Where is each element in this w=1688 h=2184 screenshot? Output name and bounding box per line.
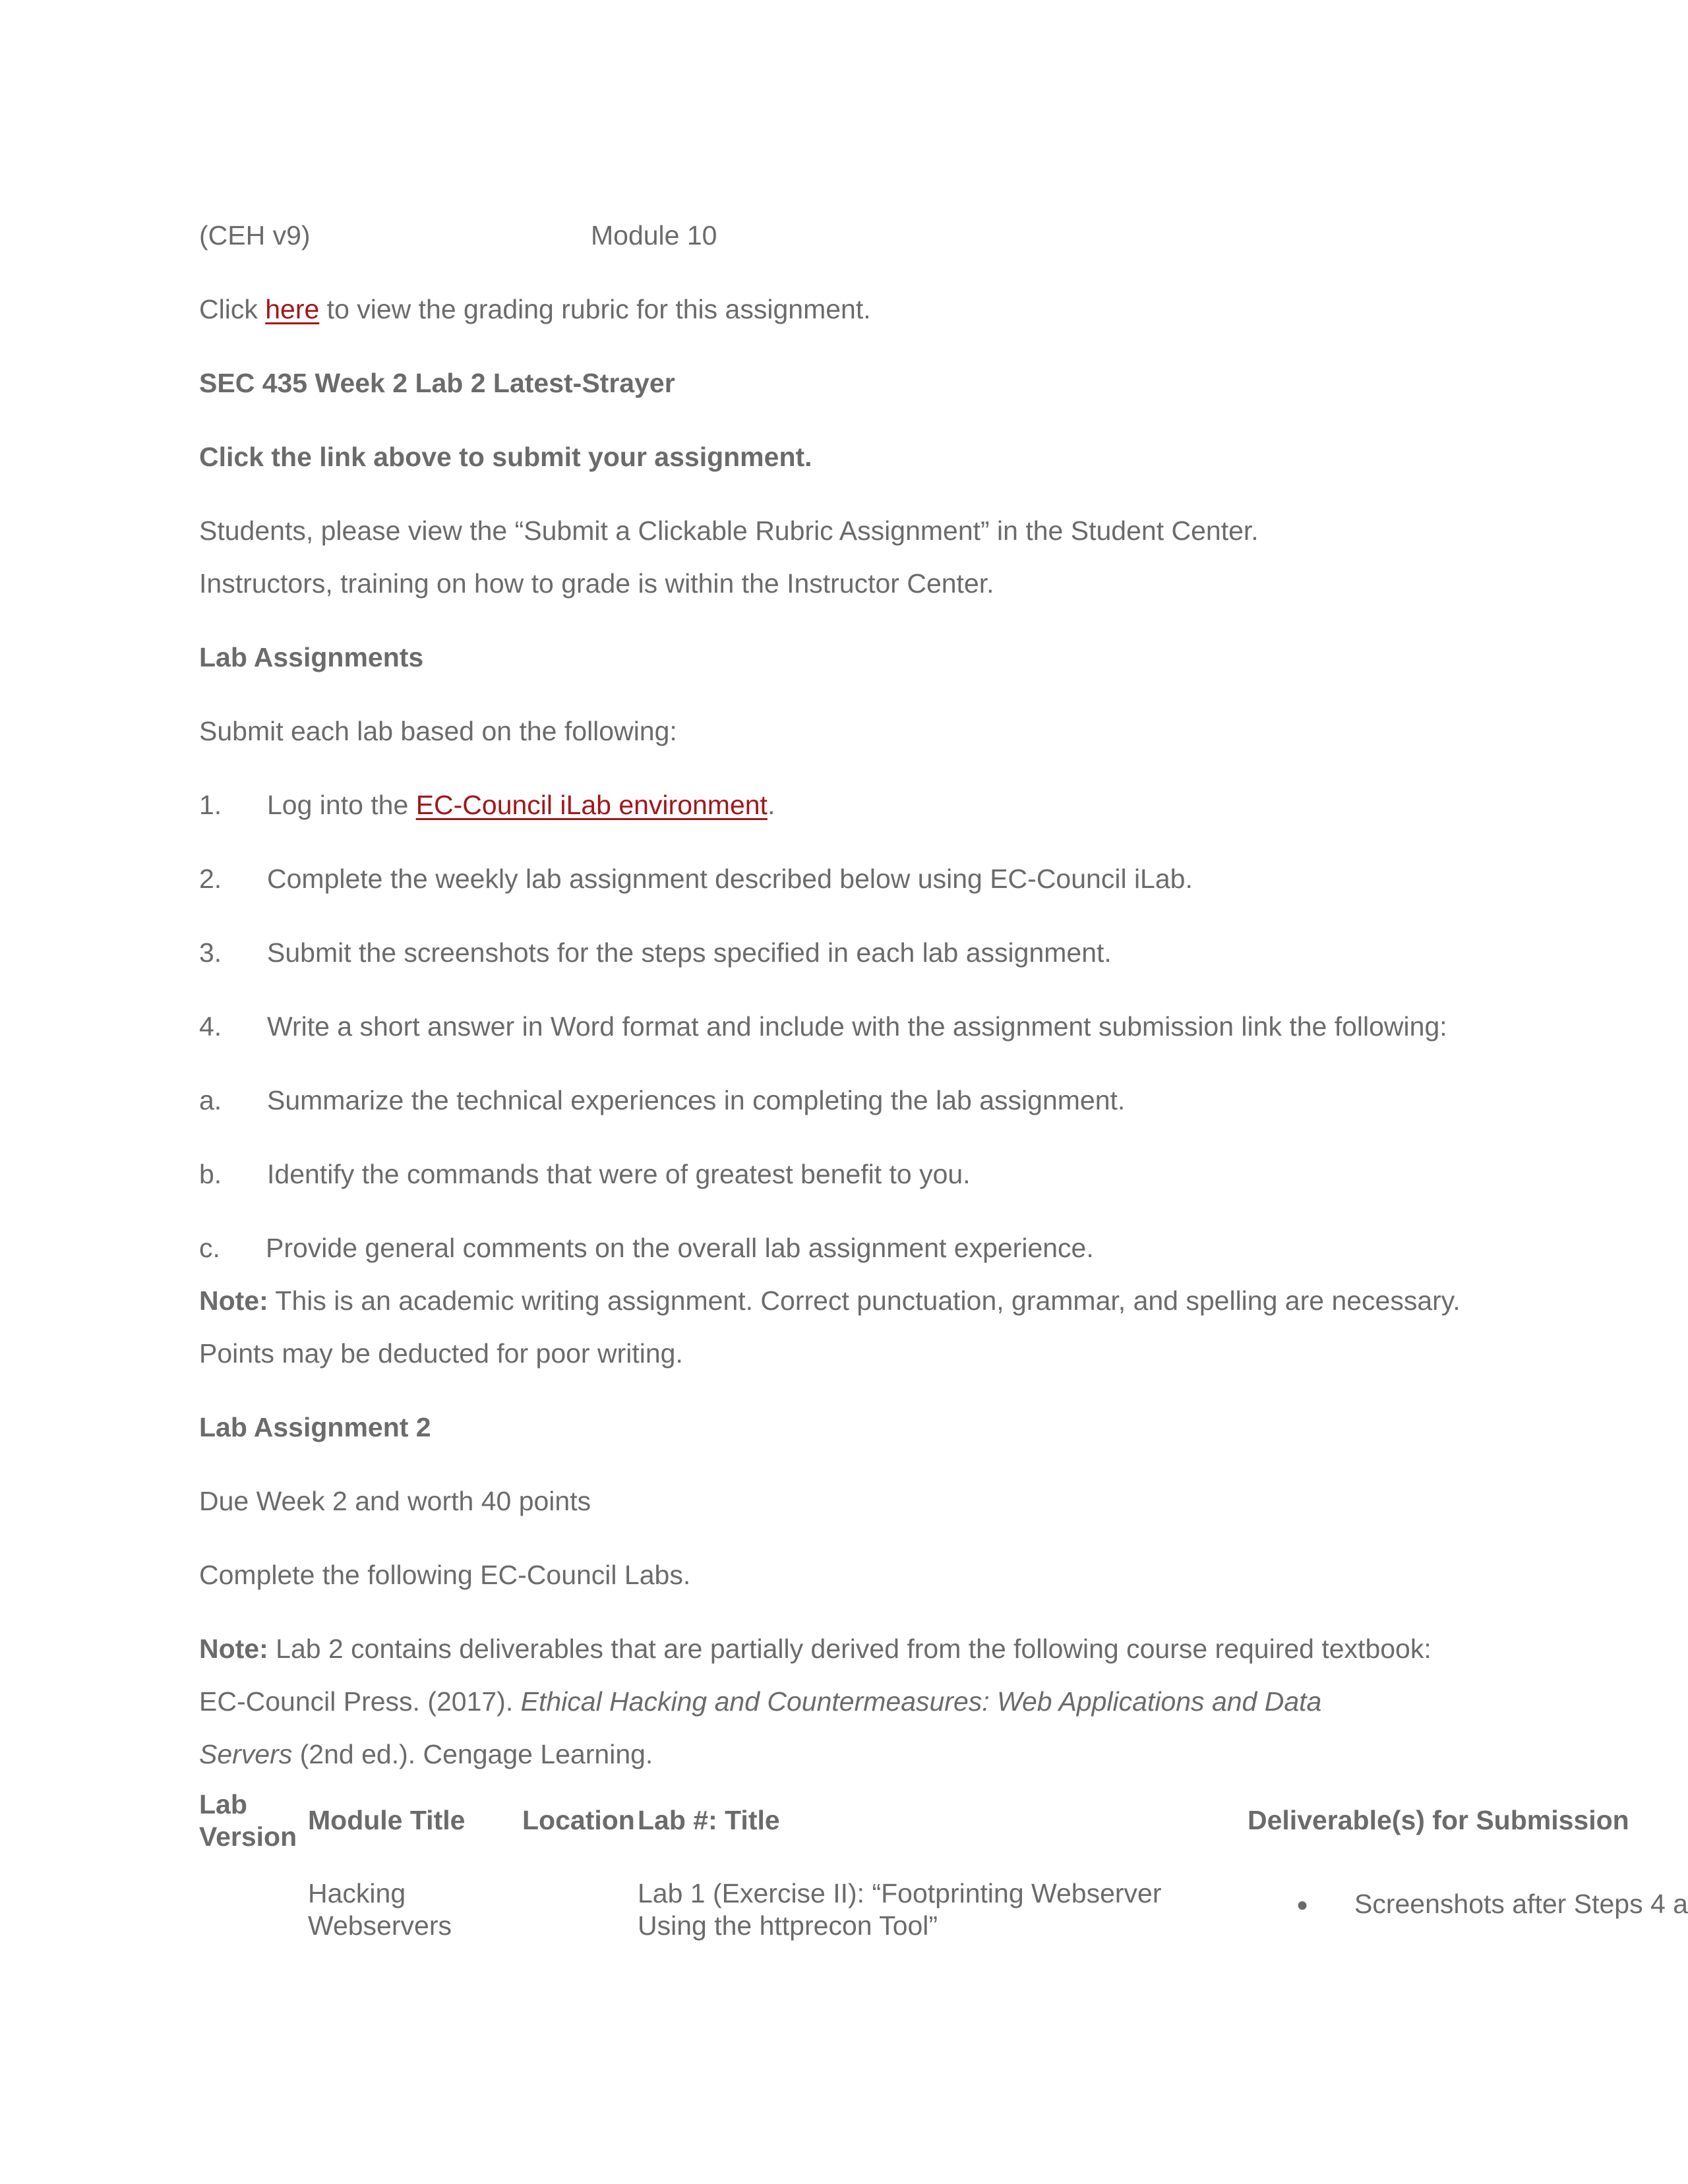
header-deliverables: Deliverable(s) for Submission	[1248, 1805, 1629, 1835]
cell-module-title	[308, 1877, 452, 1942]
step-item: Identify the commands that were of greatest benefit to you.	[267, 1159, 971, 1189]
header-lab-version-line2: Version	[199, 1821, 297, 1852]
step-item: Provide general comments on the overall lab assignment experience.	[266, 1233, 1094, 1263]
rubric-line	[199, 293, 871, 326]
due-line: Due Week 2 and worth 40 points	[199, 1486, 591, 1516]
cert-version: (CEH v9)	[199, 220, 311, 251]
step-marker: c.	[199, 1233, 220, 1263]
step-marker: 4.	[199, 1011, 222, 1042]
rubric-suffix: to view the grading rubric for this assignment.	[319, 294, 871, 324]
citation-prefix: EC-Council Press. (2017).	[199, 1686, 521, 1717]
writing-note	[199, 1285, 1461, 1317]
lab-assignments-intro: Submit each lab based on the following:	[199, 716, 677, 746]
cell-lab-title-line1: Lab 1 (Exercise II): “Footprinting Webserver	[638, 1878, 1162, 1908]
step-marker: 2.	[199, 864, 222, 894]
citation-book-title-cont: Servers	[199, 1739, 293, 1769]
step-item: Complete the weekly lab assignment described below using EC-Council iLab.	[267, 864, 1193, 894]
step-marker: 3.	[199, 937, 222, 968]
cell-lab-title	[638, 1877, 1162, 1942]
citation-book-title: Ethical Hacking and Countermeasures: Web Applications and Data	[520, 1686, 1322, 1717]
submit-instruction: Click the link above to submit your assignment.	[199, 442, 812, 472]
instructors-line: Instructors, training on how to grade is within the Instructor Center.	[199, 568, 994, 599]
lab-assignments-heading: Lab Assignments	[199, 642, 424, 672]
course-title: SEC 435 Week 2 Lab 2 Latest-Strayer	[199, 368, 675, 398]
cell-module-title-line1: Hacking	[308, 1878, 406, 1908]
note-label: Note:	[199, 1634, 268, 1664]
step-marker: 1.	[199, 790, 222, 820]
lab-assignment-2-heading: Lab Assignment 2	[199, 1412, 431, 1442]
note-text: This is an academic writing assignment. Correct punctuation, grammar, and spelling are necessary.	[268, 1285, 1461, 1316]
note-text: Lab 2 contains deliverables that are partially derived from the following course required textbook:	[268, 1634, 1432, 1664]
citation-suffix: (2nd ed.). Cengage Learning.	[292, 1739, 653, 1769]
step-marker: b.	[199, 1159, 222, 1189]
textbook-note	[199, 1633, 1432, 1665]
cell-module-title-line2: Webservers	[308, 1910, 452, 1941]
step-suffix: .	[767, 790, 775, 820]
header-lab-version-line1: Lab	[199, 1789, 247, 1819]
header-module-title: Module Title	[308, 1805, 466, 1835]
students-line: Students, please view the “Submit a Clickable Rubric Assignment” in the Student Center.	[199, 516, 1259, 546]
header-lab-title: Lab #: Title	[638, 1805, 780, 1835]
complete-line: Complete the following EC-Council Labs.	[199, 1560, 691, 1590]
bullet-icon: ●	[1296, 1894, 1309, 1916]
module-label: Module 10	[591, 220, 717, 251]
writing-note-line2: Points may be deducted for poor writing.	[199, 1338, 683, 1369]
cell-deliverable: Screenshots after Steps 4 a	[1354, 1889, 1688, 1919]
rubric-prefix: Click	[199, 294, 266, 324]
step-item: Submit the screenshots for the steps specified in each lab assignment.	[267, 937, 1112, 968]
citation-line-2	[199, 1738, 653, 1771]
rubric-link[interactable]: here	[265, 294, 320, 324]
step-marker: a.	[199, 1085, 222, 1115]
ilab-link[interactable]: EC-Council iLab environment	[415, 790, 768, 820]
cell-lab-title-line2: Using the httprecon Tool”	[638, 1910, 938, 1941]
step-item	[267, 789, 775, 821]
citation-line-1	[199, 1686, 1321, 1718]
header-location: Location	[522, 1805, 635, 1835]
step-prefix: Log into the	[267, 790, 416, 820]
step-item: Summarize the technical experiences in completing the lab assignment.	[267, 1085, 1126, 1115]
note-label: Note:	[199, 1285, 268, 1316]
step-item: Write a short answer in Word format and include with the assignment submission link the following:	[267, 1011, 1447, 1042]
header-lab-version	[199, 1788, 297, 1853]
